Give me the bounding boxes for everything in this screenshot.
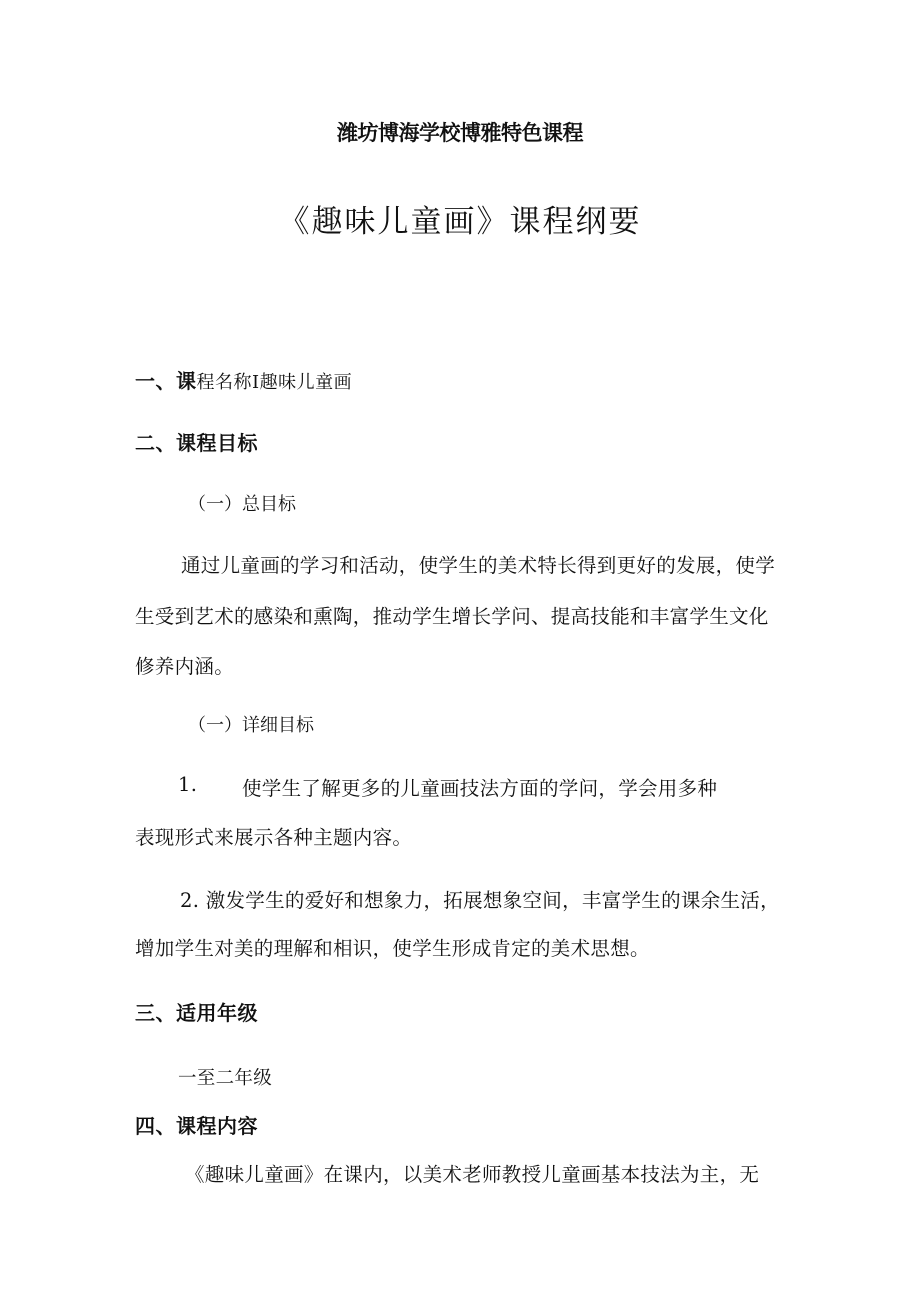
general-goal-line: 生受到艺术的感染和熏陶，推动学生增长学问、提高技能和丰富学生文化: [135, 605, 769, 628]
section-2-heading: 二、课程目标: [135, 431, 258, 455]
document-title: 《趣味儿童画》课程纲要: [278, 204, 642, 240]
section-3-heading: 三、适用年级: [135, 1001, 258, 1025]
grade-text: 一至二年级: [178, 1068, 273, 1089]
item-1-number: 1.: [178, 773, 198, 796]
item-1-line: 表现形式来展示各种主题内容。: [135, 826, 413, 849]
section-4-heading: 四、课程内容: [135, 1114, 258, 1138]
course-name: 程名称I趣味儿童画: [196, 372, 353, 393]
section-1-heading: [135, 365, 352, 394]
school-title: 潍坊博海学校博雅特色课程: [337, 121, 583, 145]
general-goal-line: 修养内涵。: [135, 655, 235, 678]
item-2-line: 增加学生对美的理解和相识，使学生形成肯定的美术思想。: [135, 937, 650, 960]
detailed-goal-subheading: （一）详细目标: [188, 715, 314, 736]
general-goal-line: 通过儿童画的学习和活动，使学生的美术特长得到更好的发展，使学: [181, 554, 776, 577]
course-content-line: 《趣味儿童画》在课内，以美术老师教授儿童画基本技法为主，无: [185, 1163, 760, 1186]
general-goal-subheading: （一）总目标: [188, 494, 296, 515]
item-2-line: 2. 激发学生的爱好和想象力，拓展想象空间，丰富学生的课余生活，: [180, 889, 780, 912]
item-1-line: 使学生了解更多的儿童画技法方面的学问，学会用多种: [242, 777, 718, 800]
section-1-label: 一、课: [135, 369, 197, 393]
